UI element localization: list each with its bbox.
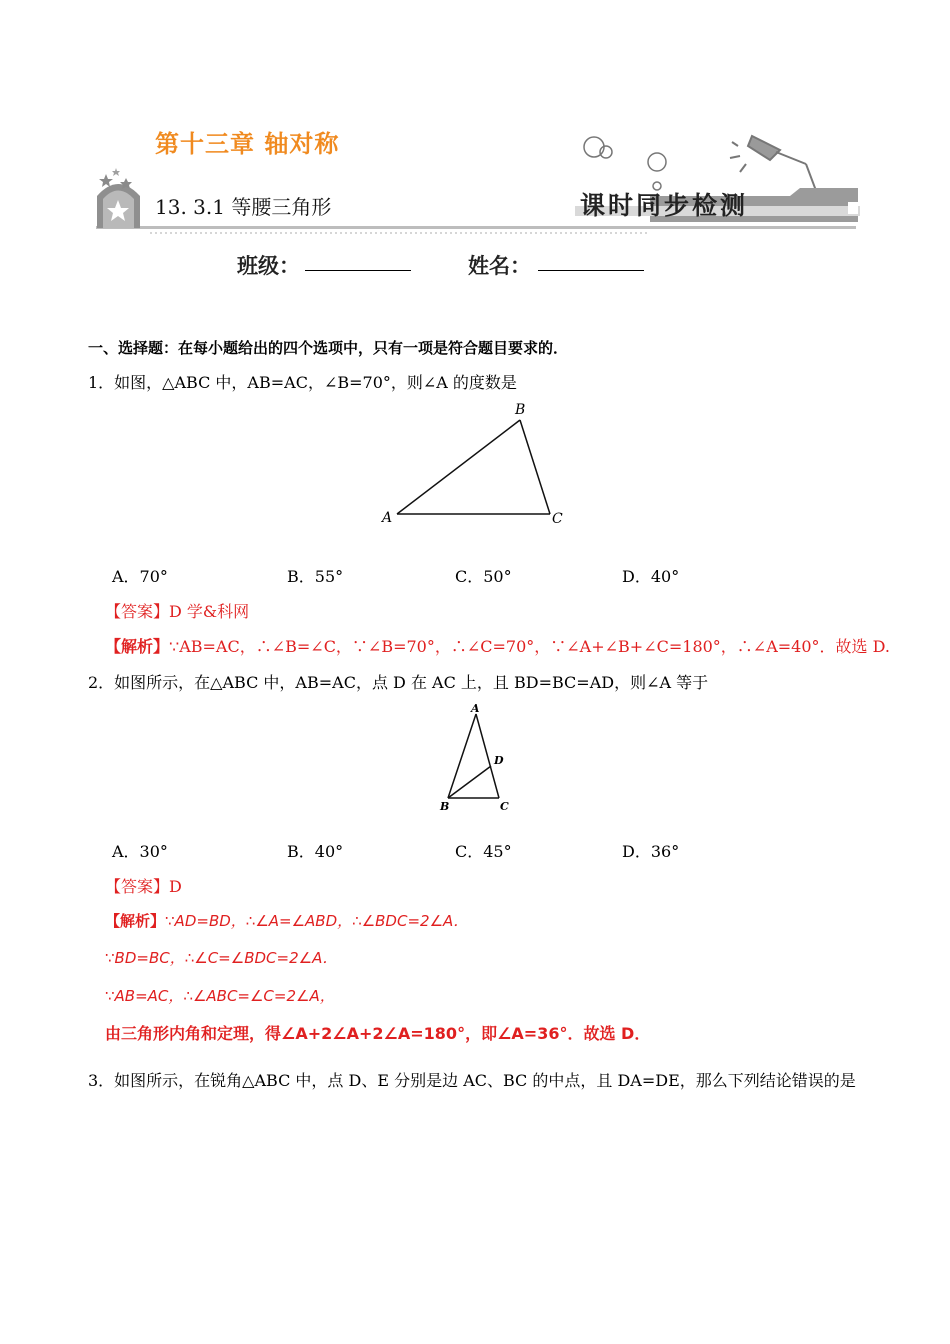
q1-label-a: A	[382, 510, 393, 526]
name-field[interactable]	[538, 270, 644, 271]
q2-analysis-line-1-text: ∵AD=BD，∴∠A=∠ABD，∴∠BDC=2∠A．	[165, 912, 469, 930]
chapter-title: 第十三章 轴对称	[155, 130, 340, 158]
q2-answer-value: D	[169, 877, 182, 896]
q3-text: 3．如图所示，在锐角△ABC 中，点 D、E 分别是边 AC、BC 的中点，且 DA=DE，那么下列结论错误的是	[88, 1071, 856, 1090]
q2-answer	[105, 874, 182, 897]
q1-analysis-tag: 【解析】	[105, 637, 170, 656]
q1-option-b[interactable]: B．55°	[287, 567, 344, 586]
q2-option-b[interactable]: B．40°	[287, 842, 344, 861]
q2-analysis-tag: 【解析】	[105, 912, 166, 930]
section-heading: 一、选择题：在每小题给出的四个选项中，只有一项是符合题目要求的．	[88, 339, 569, 357]
class-label: 班级：	[237, 253, 300, 278]
section-title: 13. 3.1 等腰三角形	[155, 195, 332, 219]
q1-option-a[interactable]: A．70°	[112, 567, 168, 586]
star-badge-icon	[97, 168, 140, 228]
q1-option-d[interactable]: D．40°	[622, 567, 680, 586]
q2-label-d: D	[494, 754, 504, 767]
q2-option-a[interactable]: A．30°	[112, 842, 168, 861]
bubbles-icon	[584, 137, 666, 190]
q2-analysis-line-1	[105, 910, 468, 931]
q2-answer-tag: 【答案】	[105, 877, 170, 896]
q1-label-b: B	[515, 402, 526, 418]
q1-option-c[interactable]: C．50°	[455, 567, 512, 586]
q1-answer	[105, 599, 249, 622]
q2-analysis-line-2: ∵BD=BC，∴∠C=∠BDC=2∠A．	[105, 949, 338, 967]
name-label: 姓名：	[468, 253, 531, 278]
header-decoration	[0, 0, 950, 240]
sync-label: 课时同步检测	[580, 191, 749, 220]
q2-option-c[interactable]: C．45°	[455, 842, 512, 861]
q2-label-b: B	[440, 800, 450, 813]
class-field[interactable]	[305, 270, 411, 271]
q2-text: 2．如图所示，在△ABC 中，AB=AC，点 D 在 AC 上，且 BD=BC=AD，则∠A 等于	[88, 673, 709, 692]
header-underline	[96, 226, 856, 229]
q1-analysis-text: ∵AB=AC，∴∠B=∠C，∵∠B=70°，∴∠C=70°，∵∠A+∠B+∠C=180°，∴∠A=40°．故选 D.	[169, 637, 890, 656]
q1-answer-tag: 【答案】	[105, 602, 170, 621]
q2-analysis-line-3: ∵AB=AC，∴∠ABC=∠C=2∠A，	[105, 987, 335, 1005]
q2-label-a: A	[471, 702, 480, 715]
q1-label-c: C	[552, 511, 563, 527]
q2-figure	[430, 700, 520, 816]
q1-figure	[370, 398, 580, 530]
q1-answer-value: D 学&科网	[169, 602, 250, 621]
q2-label-c: C	[500, 800, 509, 813]
q2-option-d[interactable]: D．36°	[622, 842, 680, 861]
q1-analysis	[105, 634, 890, 657]
q2-analysis-line-4: 由三角形内角和定理，得∠A+2∠A+2∠A=180°，即∠A=36°．故选 D．	[105, 1024, 651, 1043]
q1-text: 1．如图，△ABC 中，AB=AC，∠B=70°，则∠A 的度数是	[88, 373, 517, 392]
